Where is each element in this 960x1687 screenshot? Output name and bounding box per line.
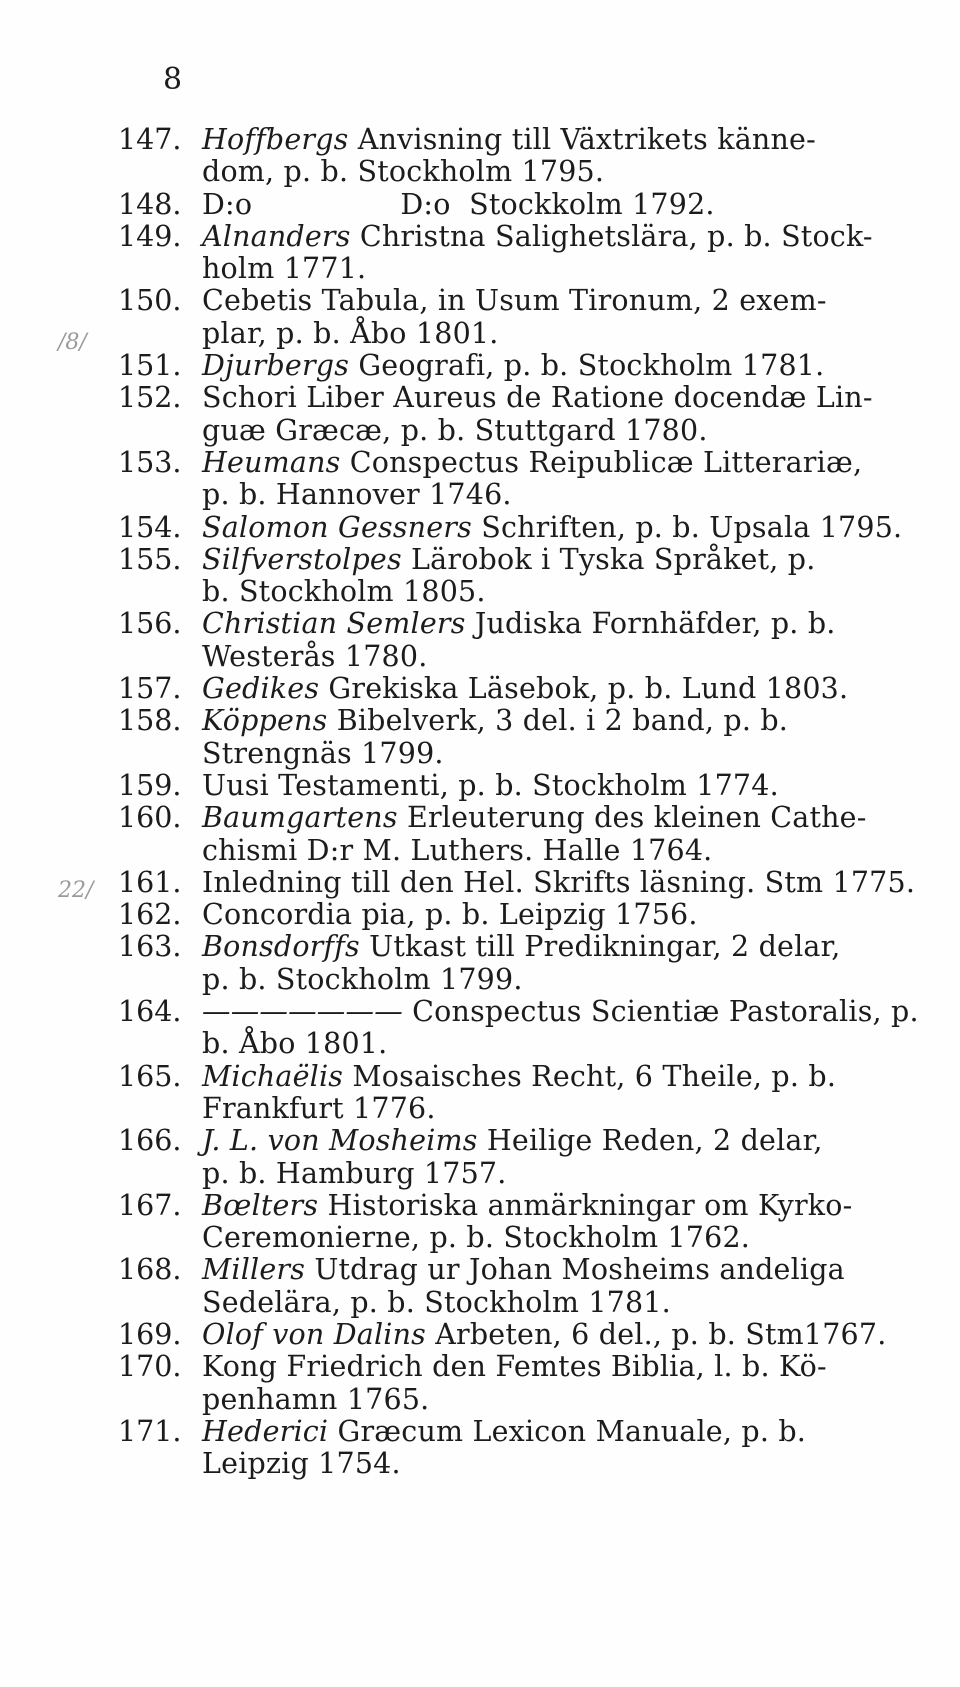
entry-line-text: Anvisning till Växtrikets känne-	[357, 123, 816, 156]
entry-line-text: Lärobok i Tyska Språket, p.	[411, 542, 816, 576]
catalog-entry	[118, 931, 908, 996]
entry-line	[202, 1158, 908, 1190]
marginal-note: /8/	[58, 330, 87, 355]
entry-line-text: b. Åbo 1801.	[202, 1027, 388, 1061]
catalog-entry-list	[118, 123, 919, 1481]
entry-line-text: Strengnäs 1799.	[202, 736, 444, 770]
entry-author: Bonsdorffs	[202, 930, 360, 964]
entry-line	[202, 544, 908, 576]
entry-line-text: Leipzig 1754.	[202, 1447, 401, 1481]
entry-author: Heumans	[202, 445, 341, 479]
entry-line	[202, 1028, 919, 1060]
marginal-note: 22/	[58, 878, 94, 903]
entry-line-text: Geografi, p. b. Stockholm 1781.	[358, 349, 825, 383]
entry-line-text: guæ Græcæ, p. b. Stuttgard 1780.	[202, 413, 708, 447]
entry-line	[202, 447, 908, 479]
entry-author: Millers	[202, 1253, 306, 1287]
catalog-entry	[118, 995, 919, 1061]
entry-text	[202, 1319, 908, 1351]
entry-line	[202, 802, 908, 834]
entry-author: Salomon Gessners	[202, 510, 472, 544]
entry-line	[202, 1190, 908, 1222]
entry-line	[202, 318, 908, 350]
catalog-entry	[118, 124, 908, 189]
catalog-entry	[118, 1416, 908, 1481]
entry-number: 158.	[118, 704, 182, 738]
entry-text	[202, 802, 908, 867]
entry-line	[202, 1287, 908, 1319]
entry-text	[202, 705, 908, 770]
entry-line	[202, 1093, 908, 1125]
entry-line	[202, 512, 908, 544]
entry-text	[202, 124, 908, 189]
entry-line-text: dom, p. b. Stockholm 1795.	[202, 155, 605, 189]
entry-line	[202, 1416, 908, 1448]
catalog-entry	[118, 802, 908, 867]
entry-number: 149.	[118, 219, 182, 253]
entry-number: 166.	[118, 1124, 182, 1158]
entry-number: 151.	[118, 349, 182, 383]
entry-text	[202, 544, 908, 609]
catalog-entry	[118, 770, 908, 802]
entry-text	[202, 382, 908, 447]
entry-line	[202, 931, 908, 963]
entry-line-text: penhamn 1765.	[202, 1382, 430, 1416]
entry-text	[202, 770, 908, 802]
entry-number: 163.	[118, 930, 182, 964]
entry-author: Köppens	[202, 704, 328, 738]
entry-author: Baumgartens	[202, 801, 398, 835]
entry-author: Olof von Dalins	[202, 1317, 426, 1351]
entry-number: 148.	[118, 187, 182, 221]
entry-number: 150.	[118, 284, 182, 318]
catalog-entry	[118, 447, 908, 512]
entry-text	[202, 1416, 908, 1481]
entry-number: 162.	[118, 898, 182, 932]
entry-line	[202, 189, 908, 221]
entry-number: 156.	[118, 607, 182, 641]
entry-line	[202, 1319, 908, 1351]
entry-text	[202, 447, 908, 512]
entry-line	[202, 1222, 908, 1254]
entry-line-text: Conspectus Reipublicæ Litterariæ,	[349, 445, 863, 479]
catalog-entry	[118, 608, 908, 673]
entry-line-text: Heilige Reden, 2 delar,	[486, 1124, 823, 1158]
entry-line	[202, 964, 908, 996]
entry-line-text: Schriften, p. b. Upsala 1795.	[481, 510, 903, 544]
entry-text	[202, 285, 908, 350]
entry-line-text: Historiska anmärkningar om Kyrko-	[327, 1188, 853, 1222]
entry-line	[202, 738, 908, 770]
entry-line-text: Bibelverk, 3 del. i 2 band, p. b.	[336, 704, 789, 738]
entry-author: J. L. von Mosheims	[202, 1124, 478, 1158]
catalog-entry	[118, 705, 908, 770]
entry-line	[202, 124, 908, 156]
entry-author: Michaëlis	[202, 1059, 344, 1093]
entry-line-text: Uusi Testamenti, p. b. Stockholm 1774.	[202, 768, 779, 802]
entry-line	[202, 415, 908, 447]
catalog-entry	[118, 1125, 908, 1190]
entry-number: 167.	[118, 1188, 182, 1222]
entry-line-text: Cebetis Tabula, in Usum Tironum, 2 exem-	[202, 284, 827, 318]
entry-line	[202, 673, 908, 705]
catalog-entry	[118, 1351, 908, 1416]
entry-line-text: Mosaisches Recht, 6 Theile, p. b.	[352, 1059, 837, 1093]
entry-line-text: Conspectus Scientiæ Pastoralis, p.	[412, 995, 919, 1029]
entry-line	[202, 1061, 908, 1093]
entry-line	[202, 1125, 908, 1157]
entry-line	[202, 285, 908, 317]
entry-number: 159.	[118, 768, 182, 802]
catalog-entry	[118, 382, 908, 447]
entry-author: Hoffbergs	[202, 123, 349, 156]
entry-author: Gedikes	[202, 672, 320, 706]
entry-line-text: Erleuterung des kleinen Cathe-	[406, 801, 867, 835]
entry-line	[202, 608, 908, 640]
entry-number: 171.	[118, 1414, 182, 1448]
entry-line-text: Arbeten, 6 del., p. b. Stm1767.	[435, 1317, 887, 1351]
catalog-entry	[118, 1190, 908, 1255]
entry-text	[202, 189, 908, 221]
entry-text	[202, 1351, 908, 1416]
entry-text	[202, 1254, 908, 1319]
catalog-entry	[118, 512, 908, 544]
catalog-entry	[118, 285, 908, 350]
entry-text	[202, 1190, 908, 1255]
entry-line	[202, 641, 908, 673]
catalog-entry	[118, 1254, 908, 1319]
entry-line	[202, 867, 915, 899]
entry-text	[202, 350, 908, 382]
entry-line	[202, 479, 908, 511]
entry-author: Hederici	[202, 1414, 329, 1448]
entry-line-text: Utdrag ur Johan Mosheims andeliga	[314, 1253, 845, 1287]
entry-line-text: Schori Liber Aureus de Ratione docendæ Lin-	[202, 381, 873, 415]
catalog-entry	[118, 544, 908, 609]
entry-text	[202, 899, 908, 931]
catalog-entry	[118, 899, 908, 931]
entry-line-text: holm 1771.	[202, 252, 367, 286]
entry-number: 147.	[118, 123, 182, 156]
entry-line-text: Frankfurt 1776.	[202, 1091, 436, 1125]
entry-line	[202, 382, 908, 414]
entry-text	[202, 867, 915, 899]
entry-line	[202, 835, 908, 867]
entry-text	[202, 512, 908, 544]
entry-line-text: p. b. Stockholm 1799.	[202, 962, 523, 996]
entry-author: Alnanders	[202, 219, 351, 253]
entry-line	[202, 1448, 908, 1480]
entry-line	[202, 996, 919, 1028]
entry-text	[202, 221, 908, 286]
entry-line-text: Sedelära, p. b. Stockholm 1781.	[202, 1285, 671, 1319]
entry-line-text: Christna Salighetslära, p. b. Stock-	[359, 219, 873, 253]
entry-text	[202, 608, 908, 673]
entry-text	[202, 1125, 908, 1190]
entry-number: 170.	[118, 1350, 182, 1384]
entry-line-text: p. b. Hamburg 1757.	[202, 1156, 507, 1190]
entry-text	[202, 996, 919, 1061]
entry-line	[202, 253, 908, 285]
entry-line	[202, 1351, 908, 1383]
entry-line-text: Concordia pia, p. b. Leipzig 1756.	[202, 898, 698, 932]
entry-line	[202, 899, 908, 931]
entry-number: 168.	[118, 1253, 182, 1287]
page-number: 8	[163, 62, 183, 97]
catalog-entry	[118, 1061, 908, 1126]
entry-number: 157.	[118, 672, 182, 706]
catalog-entry	[118, 673, 908, 705]
entry-line-text: Ceremonierne, p. b. Stockholm 1762.	[202, 1221, 751, 1255]
entry-line	[202, 156, 908, 188]
entry-line-text: Inledning till den Hel. Skrifts läsning. Stm 1775.	[202, 865, 916, 899]
entry-author: ———————	[202, 995, 403, 1029]
entry-line-text: b. Stockholm 1805.	[202, 575, 486, 609]
entry-text	[202, 1061, 908, 1126]
catalog-entry	[118, 1319, 908, 1351]
entry-line-text: Grekiska Läsebok, p. b. Lund 1803.	[328, 672, 849, 706]
catalog-entry	[118, 865, 916, 899]
entry-number: 169.	[118, 1317, 182, 1351]
entry-text	[202, 673, 908, 705]
entry-number: 152.	[118, 381, 182, 415]
catalog-entry	[118, 189, 908, 221]
entry-line-text: Westerås 1780.	[202, 639, 428, 673]
entry-line	[202, 770, 908, 802]
entry-line-text: Judiska Fornhäfder, p. b.	[474, 607, 836, 641]
entry-number: 154.	[118, 510, 182, 544]
entry-text	[202, 931, 908, 996]
entry-line-text: Kong Friedrich den Femtes Biblia, l. b. Kö-	[202, 1350, 827, 1384]
entry-line-text: Græcum Lexicon Manuale, p. b.	[337, 1414, 807, 1448]
catalog-entry	[118, 350, 908, 382]
entry-line	[202, 221, 908, 253]
entry-number: 153.	[118, 445, 182, 479]
entry-number: 160.	[118, 801, 182, 835]
entry-line	[202, 1254, 908, 1286]
entry-number: 165.	[118, 1059, 182, 1093]
entry-line-text: chismi D:r M. Luthers. Halle 1764.	[202, 833, 713, 867]
entry-line	[202, 1384, 908, 1416]
entry-author: Bœlters	[202, 1188, 319, 1222]
entry-line-text: p. b. Hannover 1746.	[202, 478, 512, 512]
entry-author: Djurbergs	[202, 349, 350, 383]
entry-line	[202, 576, 908, 608]
catalog-entry	[118, 221, 908, 286]
entry-line-text: Utkast till Predikningar, 2 delar,	[369, 930, 841, 964]
entry-author: Christian Semlers	[202, 607, 466, 641]
entry-line	[202, 705, 908, 737]
entry-number: 164.	[118, 995, 182, 1029]
entry-number: 155.	[118, 542, 182, 576]
entry-line	[202, 350, 908, 382]
entry-line-text: D:o D:o Stockkolm 1792.	[202, 187, 715, 221]
entry-line-text: plar, p. b. Åbo 1801.	[202, 316, 499, 350]
entry-number: 161.	[118, 865, 182, 899]
entry-author: Silfverstolpes	[202, 542, 402, 576]
